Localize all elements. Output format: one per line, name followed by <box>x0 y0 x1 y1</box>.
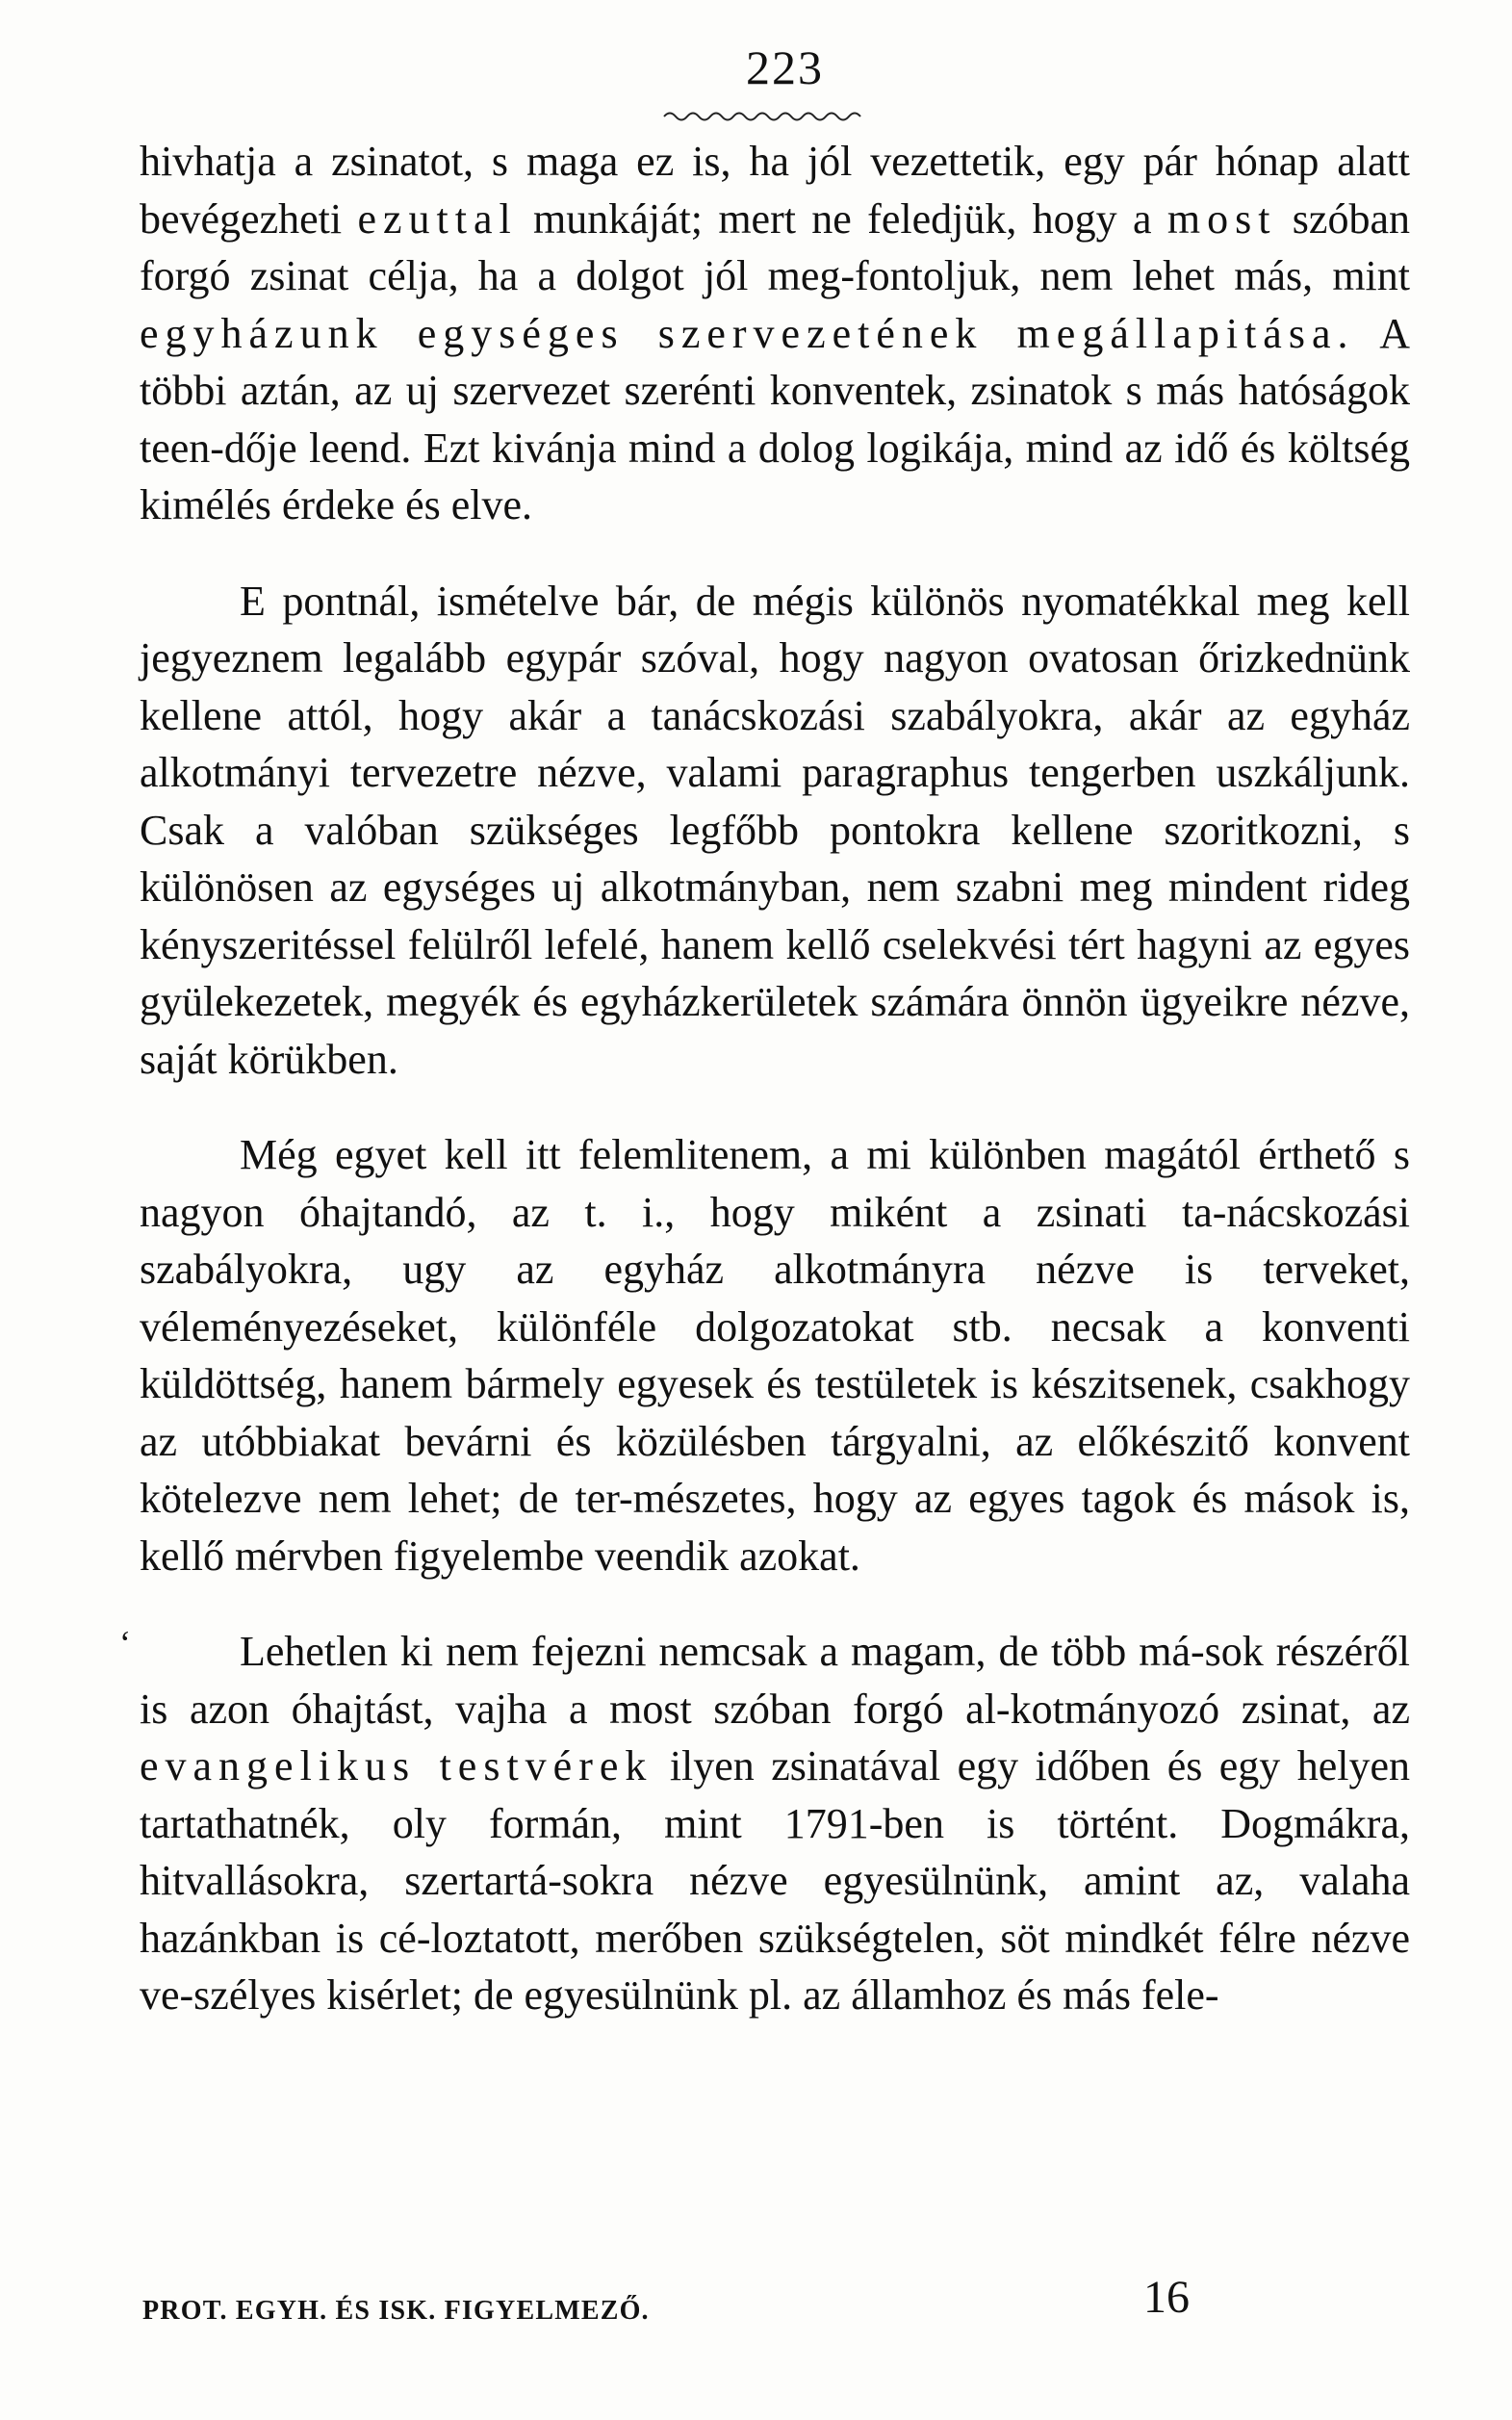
paragraph-2 <box>140 573 1410 1089</box>
page-header <box>0 40 1512 94</box>
paragraph-3-text: Még egyet kell itt felemlitenem, a mi különben magától érthető s nagyon óhajtandó, az t. i., hogy miként a zsinati ta-nácskozási szabályokra, ugy az egyház alkotmányra nézve is terveket, véleményezéseket, különféle dolgozatokat stb. necsak a konventi küldöttség, hanem bármely egyesek és testületek is készitsenek, csakhogy az utóbbiakat bevárni és közülésben tárgyalni, az előkészitő konvent kötelezve nem lehet; de ter-mészetes, hogy az egyes tagok és mások is, kellő mérvben figyelembe veendik azokat. <box>140 1131 1410 1580</box>
emphasis-ezuttal: ezuttal <box>357 194 518 243</box>
paragraph-1-text: munkáját; mert ne feledjük, hogy a <box>517 194 1167 243</box>
paragraph-1-text: szóban forgó zsinat célja, ha a dolgot jól meg-fontoljuk, nem lehet más, mint <box>140 194 1410 299</box>
paragraph-1 <box>140 133 1410 534</box>
paragraph-3 <box>140 1126 1410 1584</box>
margin-mark: ‘ <box>119 1624 131 1662</box>
body-text <box>140 133 1410 2024</box>
page-footer <box>142 2272 1413 2334</box>
paragraph-1-text: hivhatja a zsinatot, s maga ez is, ha jól vezettetik, egy pár hónap alatt bevégezheti <box>140 138 1410 243</box>
paragraph-4-text: ilyen zsinatával egy időben és egy helyen tartathatnék, oly formán, mint 1791-ben is történt. Dogmákra, hitvallásokra, szertartá-sokra nézve egyesülnünk, amint az, valaha hazánkban is cé-loztatott, merőben szükségtelen, söt mindkét félre nézve ve-szélyes kisérlet; de egyesülnünk pl. az államhoz és más fele- <box>140 1742 1410 2019</box>
emphasis-evangelikus: evangelikus testvérek <box>140 1742 653 1789</box>
wavy-rule-ornament <box>664 108 866 125</box>
sheet-number: 16 <box>1143 2272 1190 2323</box>
paragraph-4 <box>140 1623 1410 2024</box>
paragraph-2-text: E pontnál, ismételve bár, de mégis különös nyomatékkal meg kell jegyeznem legalább egypár szóval, hogy nagyon ovatosan őrizkednünk kellene attól, hogy akár a tanácskozási szabályokra, akár az egyház alkotmányi tervezetre nézve, valami paragraphus tengerben uszkáljunk. Csak a valóban szükséges legfőbb pontokra kellene szoritkozni, s különösen az egységes uj alkotmányban, nem szabni meg mindent rideg kényszeritéssel felülről lefelé, hanem kellő cselekvési tért hagyni az egyes gyülekezetek, megyék és egyházkerületek számára önnön ügyeikre nézve, saját körükben. <box>140 577 1410 1083</box>
paragraph-1-text: A többi aztán, az uj szervezet szerénti konventek, zsinatok s más hatóságok teen-dője leend. Ezt kivánja mind a dolog logikája, mind az idő és költség kimélés érdeke és elve. <box>140 309 1410 528</box>
paragraph-4-text: Lehetlen ki nem fejezni nemcsak a magam, de több má-sok részéről is azon óhajtást, vajha a most szóban forgó al-kotmányozó zsinat, az <box>140 1628 1410 1733</box>
emphasis-most: most <box>1166 194 1277 243</box>
journal-signature: PROT. EGYH. ÉS ISK. FIGYELMEZŐ. <box>142 2296 650 2326</box>
page-number: 223 <box>746 40 824 94</box>
emphasis-egyhazunk: egyházunk egységes szervezetének megállapitása. <box>140 309 1355 357</box>
